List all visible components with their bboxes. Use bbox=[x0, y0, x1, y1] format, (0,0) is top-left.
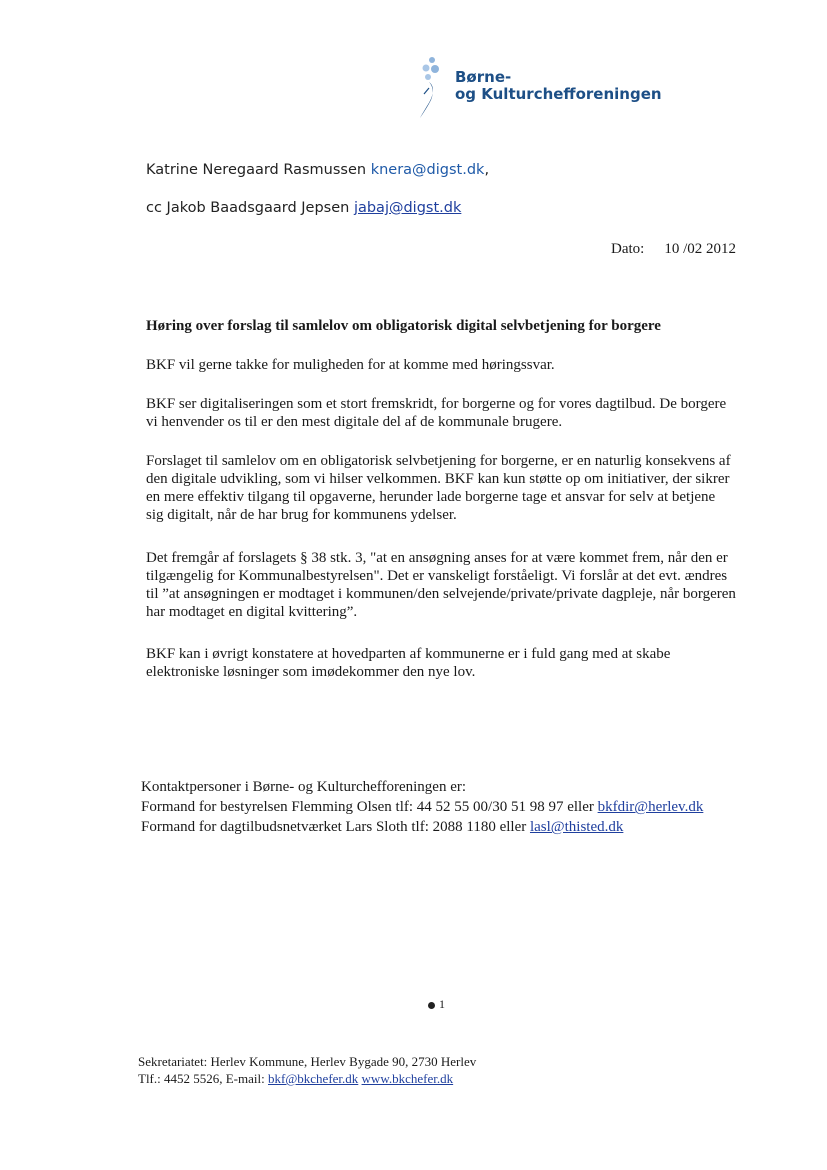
contact-2-text: Formand for dagtilbudsnetværket Lars Sloth tlf: 2088 1180 eller bbox=[141, 819, 527, 835]
paragraph-5: BKF kan i øvrigt konstatere at hovedparten af kommunerne er i fuld gang med at skabe elektroniske løsninger som imødekommer den nye lov. bbox=[146, 646, 671, 680]
contact-line-2 bbox=[141, 817, 761, 837]
contact-section bbox=[141, 777, 761, 837]
logo-line-2: og Kulturchefforeningen bbox=[455, 85, 662, 103]
letter-heading: Høring over forslag til samlelov om obligatorisk digital selvbetjening for borgere bbox=[146, 318, 661, 334]
footer-phone-text: Tlf.: 4452 5526, E-mail: bbox=[138, 1071, 265, 1086]
date-value: 10 /02 2012 bbox=[664, 241, 736, 257]
recipient-line bbox=[146, 162, 489, 178]
recipient-name: Katrine Neregaard Rasmussen bbox=[146, 162, 367, 178]
footer-contact-line bbox=[138, 1070, 638, 1087]
contacts-intro: Kontaktpersoner i Børne- og Kulturchefforeningen er: bbox=[141, 779, 467, 795]
logo-line-1: Børne- bbox=[455, 68, 512, 86]
paragraph-2: BKF ser digitaliseringen som et stort fremskridt, for borgerne og for vores dagtilbud. De borgere vi henvender os til er den mest digitale del af de kommunale brugere. bbox=[146, 396, 727, 430]
contact-1-email-link[interactable]: bkfdir@herlev.dk bbox=[597, 799, 704, 815]
balloon-figure-icon bbox=[415, 56, 455, 122]
page-number bbox=[428, 997, 445, 1012]
paragraph-3: Forslaget til samlelov om en obligatorisk selvbetjening for borgerne, er en naturlig konsekvens af den digitale udvikling, som vi hilser velkommen. BKF kan kun støtte op om initiativer, der sikrer en mere effektiv tilgang til opgaverne, herunder lade borgerne tage et ansvar for selv at betjene sig digitalt, når de har brug for kommunens ydelser. bbox=[146, 453, 731, 523]
contact-line-1 bbox=[141, 797, 761, 817]
letter-footer bbox=[138, 1053, 638, 1087]
date-line bbox=[611, 241, 736, 258]
cc-line bbox=[146, 200, 461, 216]
recipient-email[interactable]: knera@digst.dk bbox=[370, 162, 485, 178]
footer-email-link[interactable]: bkf@bkchefer.dk bbox=[267, 1071, 359, 1086]
paragraph-1: BKF vil gerne takke for muligheden for at komme med høringssvar. bbox=[146, 357, 555, 373]
bullet-icon bbox=[428, 1002, 435, 1009]
date-label: Dato: bbox=[611, 241, 645, 257]
recipient-suffix: , bbox=[484, 162, 490, 178]
page-number-value: 1 bbox=[439, 997, 445, 1011]
footer-address: Sekretariatet: Herlev Kommune, Herlev Bygade 90, 2730 Herlev bbox=[138, 1054, 477, 1069]
organization-logo bbox=[415, 56, 675, 122]
contact-2-email-link[interactable]: lasl@thisted.dk bbox=[529, 819, 624, 835]
cc-name: cc Jakob Baadsgaard Jepsen bbox=[146, 200, 350, 216]
paragraph-4: Det fremgår af forslagets § 38 stk. 3, "at en ansøgning anses for at være kommet frem, når den er tilgængelig for Kommunalbestyrelsen". Det er vanskeligt forståeligt. Vi forslår at det evt. ændres til ”at ansøgningen er modtaget i kommunen/den selvejende/private/private dagpleje, når borgeren har modtaget en digital kvittering”. bbox=[146, 550, 736, 620]
contact-1-text: Formand for bestyrelsen Flemming Olsen tlf: 44 52 55 00/30 51 98 97 eller bbox=[141, 799, 594, 815]
cc-email-link[interactable]: jabaj@digst.dk bbox=[353, 200, 462, 216]
footer-website-link[interactable]: www.bkchefer.dk bbox=[361, 1071, 454, 1086]
